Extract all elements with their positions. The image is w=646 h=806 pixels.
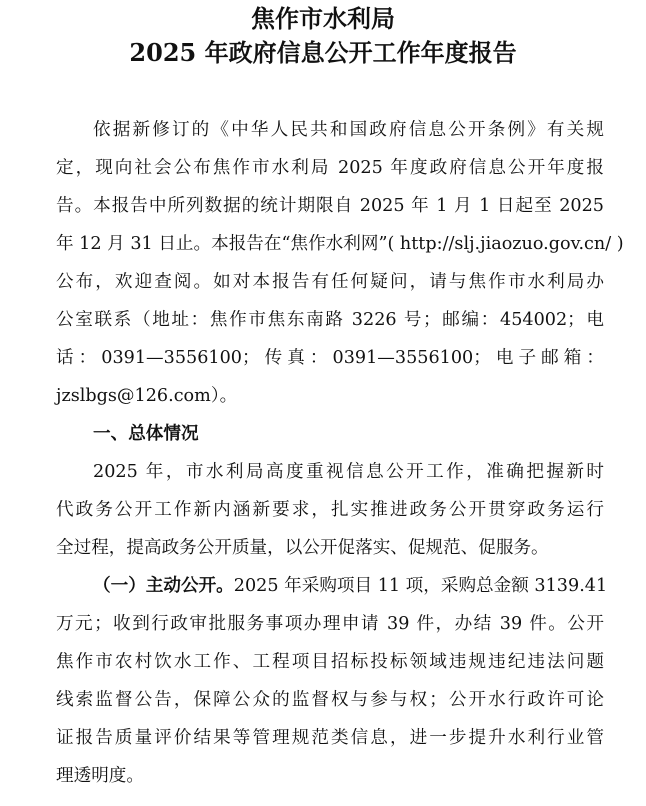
intro-line: 依据新修订的《中华人民共和国政府信息公开条例》有关规 xyxy=(93,120,604,140)
intro-line: 公室联系（地址：焦作市焦东南路 3226 号；邮编：454002；电 xyxy=(56,310,604,330)
subsection-line: 焦作市农村饮水工作、工程项目招标投标领域违规违纪违法问题 xyxy=(56,652,604,672)
subsection-first-line xyxy=(93,575,608,597)
intro-line: jzslbgs@126.com）。 xyxy=(56,386,238,406)
section-line: 代政务公开工作新内涵新要求，扎实推进政务公开贯穿政务运行 xyxy=(56,500,604,520)
subsection-line: 万元；收到行政审批服务事项办理申请 39 件，办结 39 件。公开 xyxy=(56,614,604,634)
section-heading: 一、总体情况 xyxy=(93,423,199,444)
section-line: 2025 年，市水利局高度重视信息公开工作，准确把握新时 xyxy=(93,462,604,482)
intro-line: 公布，欢迎查阅。如对本报告有任何疑问，请与焦作市水利局办 xyxy=(56,272,604,292)
intro-line: 告。本报告中所列数据的统计期限自 2025 年 1 月 1 日起至 2025 xyxy=(56,196,604,216)
intro-line: 年 12 月 31 日止。本报告在“焦作水利网”( http://slj.jiaozuo.gov.cn/ ) xyxy=(56,234,624,254)
subsection-text: 2025 年采购项目 11 项，采购总金额 3139.41 xyxy=(233,576,608,596)
subsection-line: 理透明度。 xyxy=(56,766,144,786)
report-title-agency: 焦作市水利局 xyxy=(251,4,395,33)
report-title: 2025 年政府信息公开工作年度报告 xyxy=(129,38,517,67)
subsection-label: （一）主动公开。 xyxy=(93,575,234,596)
subsection-line: 线索监督公告，保障公众的监督权与参与权；公开水行政许可论 xyxy=(56,690,604,710)
intro-line: 话：0391—3556100；传真：0391—3556100；电子邮箱： xyxy=(56,348,604,368)
intro-line: 定，现向社会公布焦作市水利局 2025 年度政府信息公开年度报 xyxy=(56,158,604,178)
section-line: 全过程，提高政务公开质量，以公开促落实、促规范、促服务。 xyxy=(56,538,549,558)
subsection-line: 证报告质量评价结果等管理规范类信息，进一步提升水利行业管 xyxy=(56,728,604,748)
